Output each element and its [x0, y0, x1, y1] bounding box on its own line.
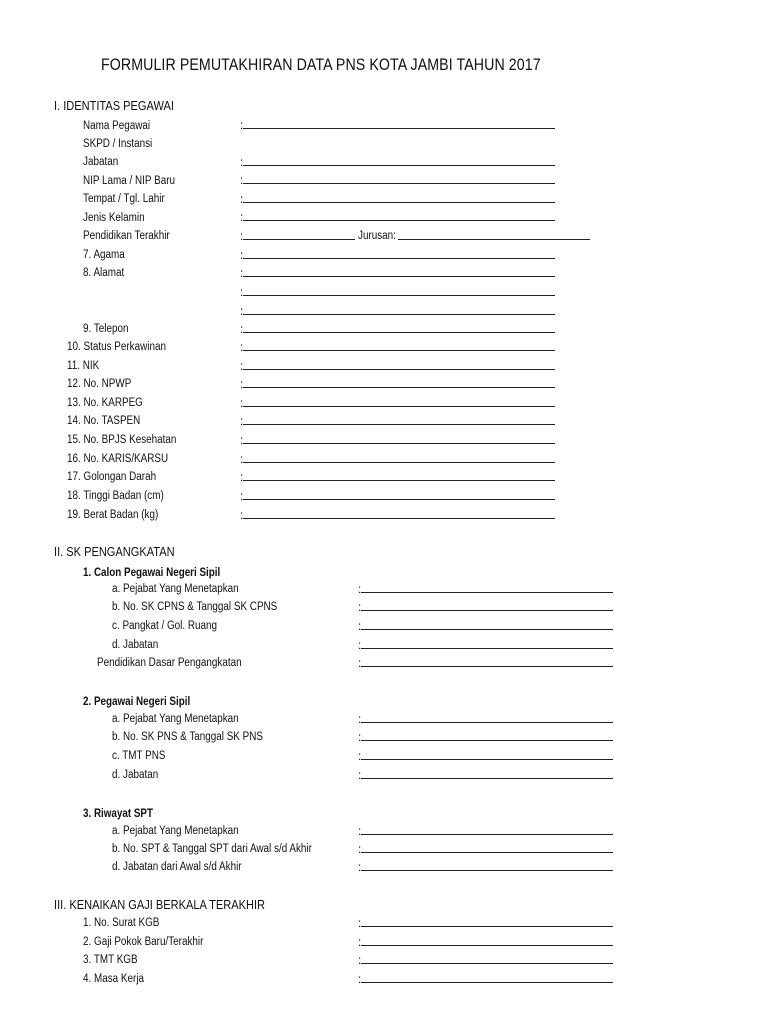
- cpns-pangkat-label: c. Pangkat / Gol. Ruang: [112, 620, 218, 632]
- pns-tmt-label: c. TMT PNS: [112, 750, 166, 762]
- field-telepon-input[interactable]: :: [240, 322, 555, 336]
- pns-pejabat-label: a. Pejabat Yang Menetapkan: [112, 713, 239, 725]
- cpns-jabatan-input[interactable]: :: [358, 638, 613, 652]
- cpns-no-sk-label: b. No. SK CPNS & Tanggal SK CPNS: [112, 601, 278, 613]
- pns-no-sk-label: b. No. SK PNS & Tanggal SK PNS: [112, 731, 263, 743]
- field-jenis-kelamin-input[interactable]: :: [240, 210, 555, 224]
- section-sk-pengangkatan-heading: II. SK PENGANGKATAN: [54, 544, 175, 559]
- field-golongan-darah-input[interactable]: :: [240, 470, 555, 484]
- field-jabatan-input[interactable]: :: [240, 155, 555, 169]
- field-taspen-input[interactable]: :: [240, 414, 555, 428]
- section-kgb-heading: III. KENAIKAN GAJI BERKALA TERAKHIR: [54, 897, 266, 912]
- kgb-tmt-label: 3. TMT KGB: [83, 954, 138, 966]
- kgb-gaji-pokok-input[interactable]: :: [358, 935, 613, 949]
- field-agama-input[interactable]: :: [240, 248, 555, 262]
- cpns-pendidikan-label: Pendidikan Dasar Pengangkatan: [97, 657, 242, 669]
- form-title: FORMULIR PEMUTAKHIRAN DATA PNS KOTA JAMBI TAHUN 2017: [101, 56, 541, 74]
- spt-no-input[interactable]: :: [358, 842, 613, 856]
- cpns-pangkat-input[interactable]: :: [358, 619, 613, 633]
- field-npwp-input[interactable]: :: [240, 377, 555, 391]
- field-label-npwp: 12. No. NPWP: [67, 378, 132, 390]
- field-label-alamat: 8. Alamat: [83, 267, 125, 279]
- field-label-karis-karsu: 16. No. KARIS/KARSU: [67, 453, 169, 465]
- field-pendidikan-input[interactable]: :: [240, 229, 355, 243]
- field-label-nama: Nama Pegawai: [83, 120, 151, 132]
- cpns-pendidikan-input[interactable]: :: [358, 656, 613, 670]
- group-riwayat-spt-title: 3. Riwayat SPT: [83, 806, 154, 820]
- pns-tmt-input[interactable]: :: [358, 749, 613, 763]
- field-label-ttl: Tempat / Tgl. Lahir: [83, 193, 165, 205]
- field-karis-karsu-input[interactable]: :: [240, 452, 555, 466]
- group-cpns-title: 1. Calon Pegawai Negeri Sipil: [83, 565, 221, 579]
- field-alamat-input-3[interactable]: :: [240, 304, 555, 318]
- field-berat-badan-input[interactable]: :: [240, 508, 555, 522]
- group-pns-title: 2. Pegawai Negeri Sipil: [83, 694, 191, 708]
- field-label-nik: 11. NIK: [67, 360, 100, 372]
- field-tinggi-badan-input[interactable]: :: [240, 489, 555, 503]
- field-label-pendidikan: Pendidikan Terakhir: [83, 230, 170, 242]
- kgb-masa-kerja-input[interactable]: :: [358, 972, 613, 986]
- field-karpeg-input[interactable]: :: [240, 396, 555, 410]
- field-nama-input[interactable]: :: [240, 118, 555, 132]
- cpns-no-sk-input[interactable]: :: [358, 600, 613, 614]
- field-label-karpeg: 13. No. KARPEG: [67, 397, 143, 409]
- pns-no-sk-input[interactable]: :: [358, 730, 613, 744]
- spt-jabatan-label: d. Jabatan dari Awal s/d Akhir: [112, 861, 242, 873]
- field-label-bpjs: 15. No. BPJS Kesehatan: [67, 434, 177, 446]
- field-label-telepon: 9. Telepon: [83, 323, 129, 335]
- kgb-no-surat-input[interactable]: :: [358, 916, 613, 930]
- field-alamat-input-2[interactable]: :: [240, 285, 555, 299]
- cpns-pejabat-input[interactable]: :: [358, 582, 613, 596]
- section-identitas-heading: I. IDENTITAS PEGAWAI: [54, 98, 174, 113]
- field-label-jabatan: Jabatan: [83, 156, 119, 168]
- field-label-berat-badan: 19. Berat Badan (kg): [67, 509, 159, 521]
- field-label-skpd: SKPD / Instansi: [83, 138, 153, 150]
- field-label-status-perkawinan: 10. Status Perkawinan: [67, 341, 166, 353]
- spt-no-label: b. No. SPT & Tanggal SPT dari Awal s/d Akhir: [112, 843, 312, 855]
- kgb-tmt-input[interactable]: :: [358, 953, 613, 967]
- field-status-perkawinan-input[interactable]: :: [240, 340, 555, 354]
- spt-pejabat-label: a. Pejabat Yang Menetapkan: [112, 825, 239, 837]
- field-label-nip: NIP Lama / NIP Baru: [83, 175, 175, 187]
- field-ttl-input[interactable]: :: [240, 192, 555, 206]
- pns-pejabat-input[interactable]: :: [358, 712, 613, 726]
- field-jurusan-input[interactable]: [398, 229, 590, 243]
- cpns-pejabat-label: a. Pejabat Yang Menetapkan: [112, 583, 239, 595]
- field-label-tinggi-badan: 18. Tinggi Badan (cm): [67, 490, 164, 502]
- spt-jabatan-input[interactable]: :: [358, 860, 613, 874]
- field-label-taspen: 14. No. TASPEN: [67, 415, 141, 427]
- pns-jabatan-label: d. Jabatan: [112, 769, 159, 781]
- kgb-gaji-pokok-label: 2. Gaji Pokok Baru/Terakhir: [83, 936, 204, 948]
- field-bpjs-input[interactable]: :: [240, 433, 555, 447]
- pns-jabatan-input[interactable]: :: [358, 768, 613, 782]
- field-nik-input[interactable]: :: [240, 359, 555, 373]
- kgb-masa-kerja-label: 4. Masa Kerja: [83, 973, 145, 985]
- field-nip-input[interactable]: :: [240, 173, 555, 187]
- field-alamat-input-1[interactable]: :: [240, 266, 555, 280]
- field-label-agama: 7. Agama: [83, 249, 125, 261]
- kgb-no-surat-label: 1. No. Surat KGB: [83, 917, 160, 929]
- field-label-golongan-darah: 17. Golongan Darah: [67, 471, 157, 483]
- field-label-jurusan: Jurusan:: [358, 230, 396, 242]
- cpns-jabatan-label: d. Jabatan: [112, 639, 159, 651]
- field-label-jenis-kelamin: Jenis Kelamin: [83, 212, 145, 224]
- spt-pejabat-input[interactable]: :: [358, 824, 613, 838]
